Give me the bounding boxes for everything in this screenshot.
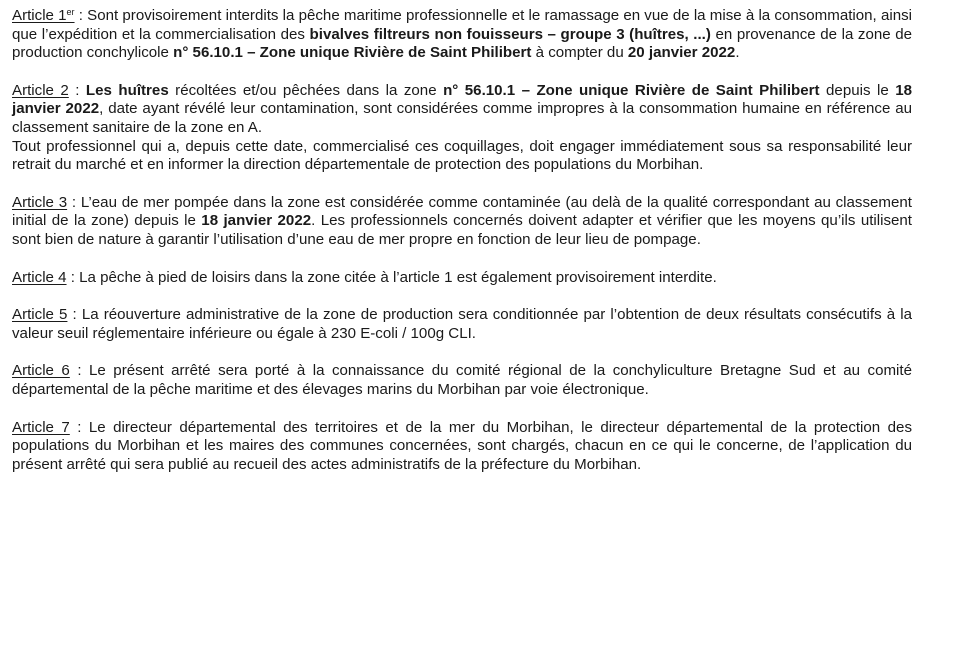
article-paragraph [12,419,912,475]
article-1 [12,7,912,63]
article-bold-text: 18 janvier 2022 [201,212,312,230]
article-label [12,194,67,211]
article-label-text: Article 7 [12,418,70,436]
article-text: La réouverture administrative de la zone de production sera conditionnée par l’obtention de deux résultats consécutifs à la valeur seuil réglementaire inférieure ou égale à 230 E-coli / 100g CLI. [12,306,912,342]
article-7 [12,419,912,475]
article-6 [12,362,912,399]
article-label-colon: : [66,268,80,286]
article-label-colon: : [69,362,90,380]
article-label-colon: : [68,81,86,99]
article-label-text: Article 4 [12,268,67,286]
article-3 [12,194,912,250]
article-paragraph [12,138,912,175]
article-paragraph [12,82,912,138]
article-text: à compter du [531,44,628,62]
article-text: en provenance de la zone de production conchylicole [12,25,913,62]
article-bold-text: Les huîtres [85,81,169,99]
article-paragraph [12,362,912,399]
article-bold-text: n° 56.10.1 – Zone unique Rivière de Saint Philibert [443,81,820,99]
article-paragraph [12,269,912,288]
article-label [12,419,70,436]
article-label [12,269,67,286]
article-label-colon: : [74,7,88,24]
article-label-text: Article 6 [12,362,70,380]
document-page [12,7,912,493]
article-text: Tout professionnel qui a, depuis cette date, commercialisé ces coquillages, doit engager immédiatement sous sa responsabilité leur retrait du marché et en informer la direction départementale de protection des populations du Morbihan. [12,137,912,174]
article-paragraph [12,306,912,343]
article-label-text: Article 5 [12,306,68,324]
article-bold-text: 20 janvier 2022 [627,44,736,62]
article-label [12,306,67,323]
article-4 [12,269,912,288]
article-list [12,7,912,474]
article-label [12,362,70,379]
article-paragraph [12,194,912,250]
article-bold-text: n° 56.10.1 – Zone unique Rivière de Saint Philibert [173,44,532,62]
article-text: Le présent arrêté sera porté à la connaissance du comité régional de la conchyliculture Bretagne Sud et au comité départemental de la pêche maritime et des élevages marins du Morbihan par voie électronique. [12,362,912,398]
article-text: , date ayant révélé leur contamination, sont considérées comme impropres à la consommation humaine en référence au classement sanitaire de la zone en A. [12,100,913,136]
article-text: . Les professionnels concernés doivent adapter et vérifier que les moyens qu’ils utilisent sont bien de nature à garantir l’utilisation d’une eau de mer propre en fonction de leur lieu de pompage. [12,212,913,248]
article-text: depuis le [819,81,896,99]
article-text: Sont provisoirement interdits la pêche maritime professionnelle et le ramassage en vue de la mise à la consommation, ainsi que l’expédition et la commercialisation des [12,7,912,43]
article-text: L’eau de mer pompée dans la zone est considérée comme contaminée (au delà de la qualité correspondant au classement initial de la zone) depuis le [12,193,912,230]
article-label-colon: : [69,418,89,436]
article-text: récoltées et/ou pêchées dans la zone [168,81,444,99]
article-label-text: Article 1 [12,7,67,24]
article-label [12,82,69,99]
article-2 [12,82,912,175]
article-text: . [735,44,740,62]
article-text: La pêche à pied de loisirs dans la zone citée à l’article 1 est également provisoirement interdite. [79,268,717,286]
article-label-colon: : [67,193,81,211]
article-5 [12,306,912,343]
article-label-colon: : [67,306,82,324]
article-text: Le directeur départemental des territoires et de la mer du Morbihan, le directeur départemental de la protection des populations du Morbihan et les maires des communes concernées, sont chargés, chacun en ce qui le concerne, de l’application du présent arrêté qui sera publié au recueil des actes administratifs de la préfecture du Morbihan. [12,418,912,473]
article-bold-text: bivalves filtreurs non fouisseurs – groupe 3 (huîtres, ...) [309,25,711,43]
article-paragraph [12,7,912,63]
article-label-text: Article 3 [12,193,68,211]
article-label [12,7,75,24]
article-bold-text: 18 janvier 2022 [12,81,912,118]
article-label-ordinal: er [66,7,75,17]
article-label-text: Article 2 [12,81,69,99]
